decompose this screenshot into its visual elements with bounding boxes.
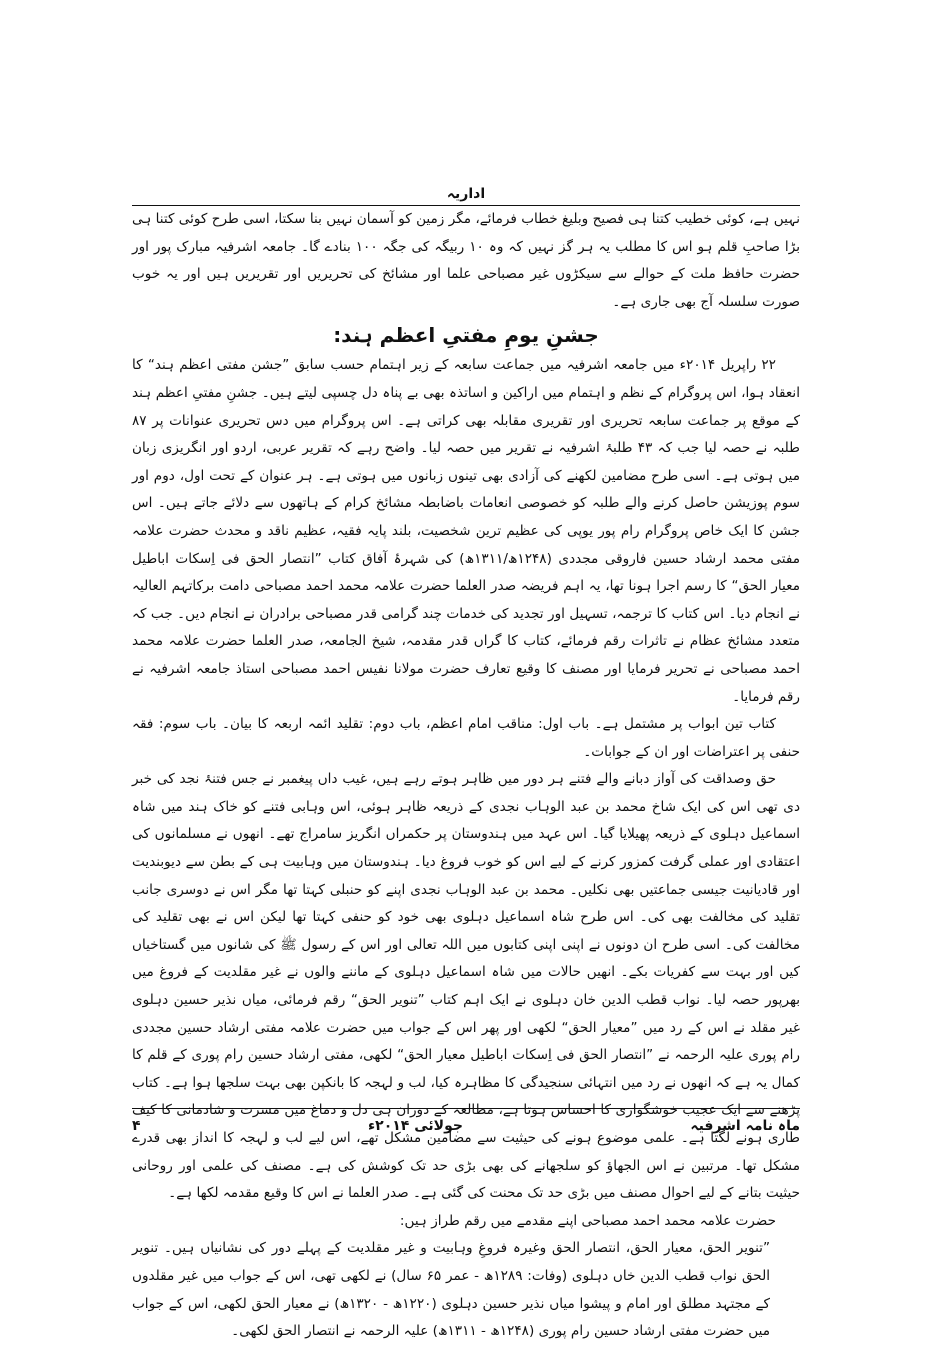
page-content bbox=[132, 183, 801, 1340]
footer-magazine-name: ماہ نامہ اشرفیہ bbox=[690, 1118, 800, 1134]
body-paragraph-4: حضرت علامہ محمد احمد مصباحی اپنے مقدمے میں رقم طراز ہیں: bbox=[399, 1212, 776, 1229]
section-heading: جشنِ یومِ مفتیِ اعظم ہند: bbox=[333, 323, 599, 348]
page-header-title: اداریہ bbox=[132, 183, 800, 206]
body-paragraph-2: کتاب تین ابواب پر مشتمل ہے۔ باب اول: مناقب امام اعظم، باب دوم: تقلید ائمہ اربعہ کا بیان۔ باب سوم: فقہ حنفی پر اعتراضات اور ان کے جوابات۔ bbox=[132, 716, 800, 760]
block-quote: ”تنویر الحق، معیار الحق، انتصار الحق وغیرہ فروغِ وہابیت و غیر مقلدیت کے پہلے دور کی نشانیاں ہیں۔ تنویر الحق نواب قطب الدین خاں دہلوی (وفات: ۱۲۸۹ھ - عمر ۶۵ سال) نے لکھی تھی، اس کے جواب میں غیر مقلدوں کے مجتہد مطلق اور امام و پیشوا میاں نذیر حسین دہلوی (۱۲۲۰ھ - ۱۳۲۰ھ) نے معیار الحق لکھی، اس کے جواب میں حضرت مفتی ارشاد حسین رام پوری (۱۲۴۸ھ - ۱۳۱۱ھ) علیہ الرحمہ نے انتصار الحق لکھی۔ bbox=[132, 1240, 770, 1340]
body-paragraph-1: ۲۲ راپریل ۲۰۱۴ء میں جامعہ اشرفیہ میں جماعت سابعہ کے زیر اہتمام حسب سابق ”جشن مفتی اعظم ہند“ کا انعقاد ہوا، اس پروگرام کے نظم و اہتمام میں اراکین و اساتذہ بھی بے پناہ دل چسپی لیتے ہیں۔ جشنِ مفتیِ اعظم ہند کے موقع پر جماعت سابعہ تحریری اور تقریری مقابلہ بھی کراتی ہے۔ اس پروگرام میں دس تحریری عنوانات پر ۸۷ طلبہ نے حصہ لیا جب کہ ۴۳ طلبۂ اشرفیہ نے تقریر میں حصہ لیا۔ واضح رہے کہ تقریر عربی، اردو اور انگریزی زبان میں ہوتی ہے۔ اسی طرح مضامین لکھنے کی آزادی بھی تینوں زبانوں میں ہوتی ہے۔ ہر عنوان کے تحت اول، دوم اور سوم پوزیشن حاصل کرنے والے طلبہ کو خصوصی انعامات باضابطہ مشائخ کرام کے ہاتھوں سے دلائے جاتے ہیں۔ اس جشن کا ایک خاص پروگرام رام پور یوپی کی عظیم ترین شخصیت، بلند پایہ فقیہ، عظیم ناقد و محدث حضرت علامہ مفتی محمد ارشاد حسین فاروقی مجددی (۱۲۴۸ھ/۱۳۱۱ھ) کی شہرۂ آفاق کتاب ”انتصار الحق فی اِسکات اباطیل معیار الحق“ کا رسم اجرا ہونا تھا، یہ اہم فریضہ صدر العلما حضرت علامہ محمد احمد مصباحی دامت برکاتہم العالیہ نے انجام دیا۔ اس کتاب کا ترجمہ، تسہیل اور تجدید کی خدمات چند گرامی قدر مصباحی برادران نے انجام دیں۔ جب کہ متعدد مشائخ عظام نے تاثرات رقم فرمائے، کتاب کا گراں قدر مقدمہ، شیخ الجامعہ، صدر العلما حضرت علامہ محمد احمد مصباحی نے تحریر فرمایا اور مصنف کا وقیع تعارف حضرت مولانا نفیس احمد مصباحی استاذ جامعہ اشرفیہ نے رقم فرمایا۔ bbox=[132, 357, 801, 705]
page-footer bbox=[132, 1108, 800, 1143]
intro-paragraph: نہیں ہے، کوئی خطیب کتنا ہی فصیح وبلیغ خطاب فرمائے، مگر زمین کو آسمان نہیں بنا سکتا، اسی طرح کوئی کتنا ہی بڑا صاحبِ قلم ہو اس کا مطلب یہ ہر گز نہیں کہ وہ ۱۰ ربیگہ کی جگہ ۱۰۰ بنادے گا۔ جامعہ اشرفیہ مبارک پور اور حضرت حافظ ملت کے حوالے سے سیکڑوں غیر مصباحی علما اور مشائخ کی تحریریں اور تقریریں ہیں اور یہ خوب صورت سلسلہ آج بھی جاری ہے۔ bbox=[132, 211, 800, 310]
body-paragraph-3: حق وصداقت کی آواز دبانے والے فتنے ہر دور میں ظاہر ہوتے رہے ہیں، غیب داں پیغمبر نے جس فتنۂ نجد کی خبر دی تھی اس کی ایک شاخ محمد بن عبد الوہاب نجدی کے ذریعہ ظاہر ہوئی، اس وہابی فتنے کو خاک ہند میں شاہ اسماعیل دہلوی کے ذریعہ پھیلایا گیا۔ اس عہد میں ہندوستان پر حکمراں انگریز سامراج تھے۔ انھوں نے مسلمانوں کی اعتقادی اور عملی گرفت کمزور کرنے کے لیے اس کو خوب فروغ دیا۔ ہندوستان میں وہابیت ہی کے بطن سے دیوبندیت اور قادیانیت جیسی جماعتیں بھی نکلیں۔ محمد بن عبد الوہاب نجدی اپنے کو حنبلی کہتا تھا مگر اس نے دوسری جانب تقلید کی مخالفت بھی کی۔ اس طرح شاہ اسماعیل دہلوی بھی خود کو حنفی کہتا تھا لیکن اس نے بھی تقلید کی مخالفت کی۔ اسی طرح ان دونوں نے اپنی اپنی کتابوں میں اللہ تعالی اور اس کے رسول ﷺ کی شانوں میں گستاخیاں کیں اور بہت سے کفریات بکے۔ انھیں حالات میں شاہ اسماعیل دہلوی کے ماننے والوں نے غیر مقلدیت کے فروغ میں بھرپور حصہ لیا۔ نواب قطب الدین خان دہلوی نے ایک اہم کتاب ”تنویر الحق“ رقم فرمائی، میاں نذیر حسین دہلوی غیر مقلد نے اس کے رد میں ”معیار الحق“ لکھی اور پھر اس کے جواب میں حضرت علامہ مفتی ارشاد حسین مجددی رام پوری علیہ الرحمہ نے ”انتصار الحق فی اِسکات اباطیل معیار الحق“ لکھی، مفتی ارشاد حسین رام پوری کے قلم کا کمال یہ ہے کہ انھوں نے رد میں انتہائی سنجیدگی کا مظاہرہ کیا، لب و لہجہ کا بانکپن بھی بہت سلجھا ہوا ہے۔ کتاب پڑھنے سے ایک عجیب خوشگواری کا احساس ہوتا ہے، مطالعہ کے دوران ہی دل و دماغ میں مسرت و شادمانی کا کیف طاری ہونے لگتا ہے۔ علمی موضوع ہونے کی حیثیت سے مضامین مشکل تھے، اس لیے لب و لہجہ کا انداز بھی قدرے مشکل تھا۔ مرتبین نے اس الجھاؤ کو سلجھانے کی بھی بڑی حد تک کوشش کی ہے۔ مصنف کی علمی اور روحانی حیثیت بتانے کے لیے احوال مصنف میں بڑی حد تک محنت کی گئی ہے۔ صدر العلما نے اس کا وقیع مقدمہ لکھا ہے۔ bbox=[132, 771, 800, 1202]
footer-page-number: ۴ bbox=[132, 1118, 141, 1134]
footer-date: جولائی ۲۰۱۴ء bbox=[367, 1118, 463, 1134]
